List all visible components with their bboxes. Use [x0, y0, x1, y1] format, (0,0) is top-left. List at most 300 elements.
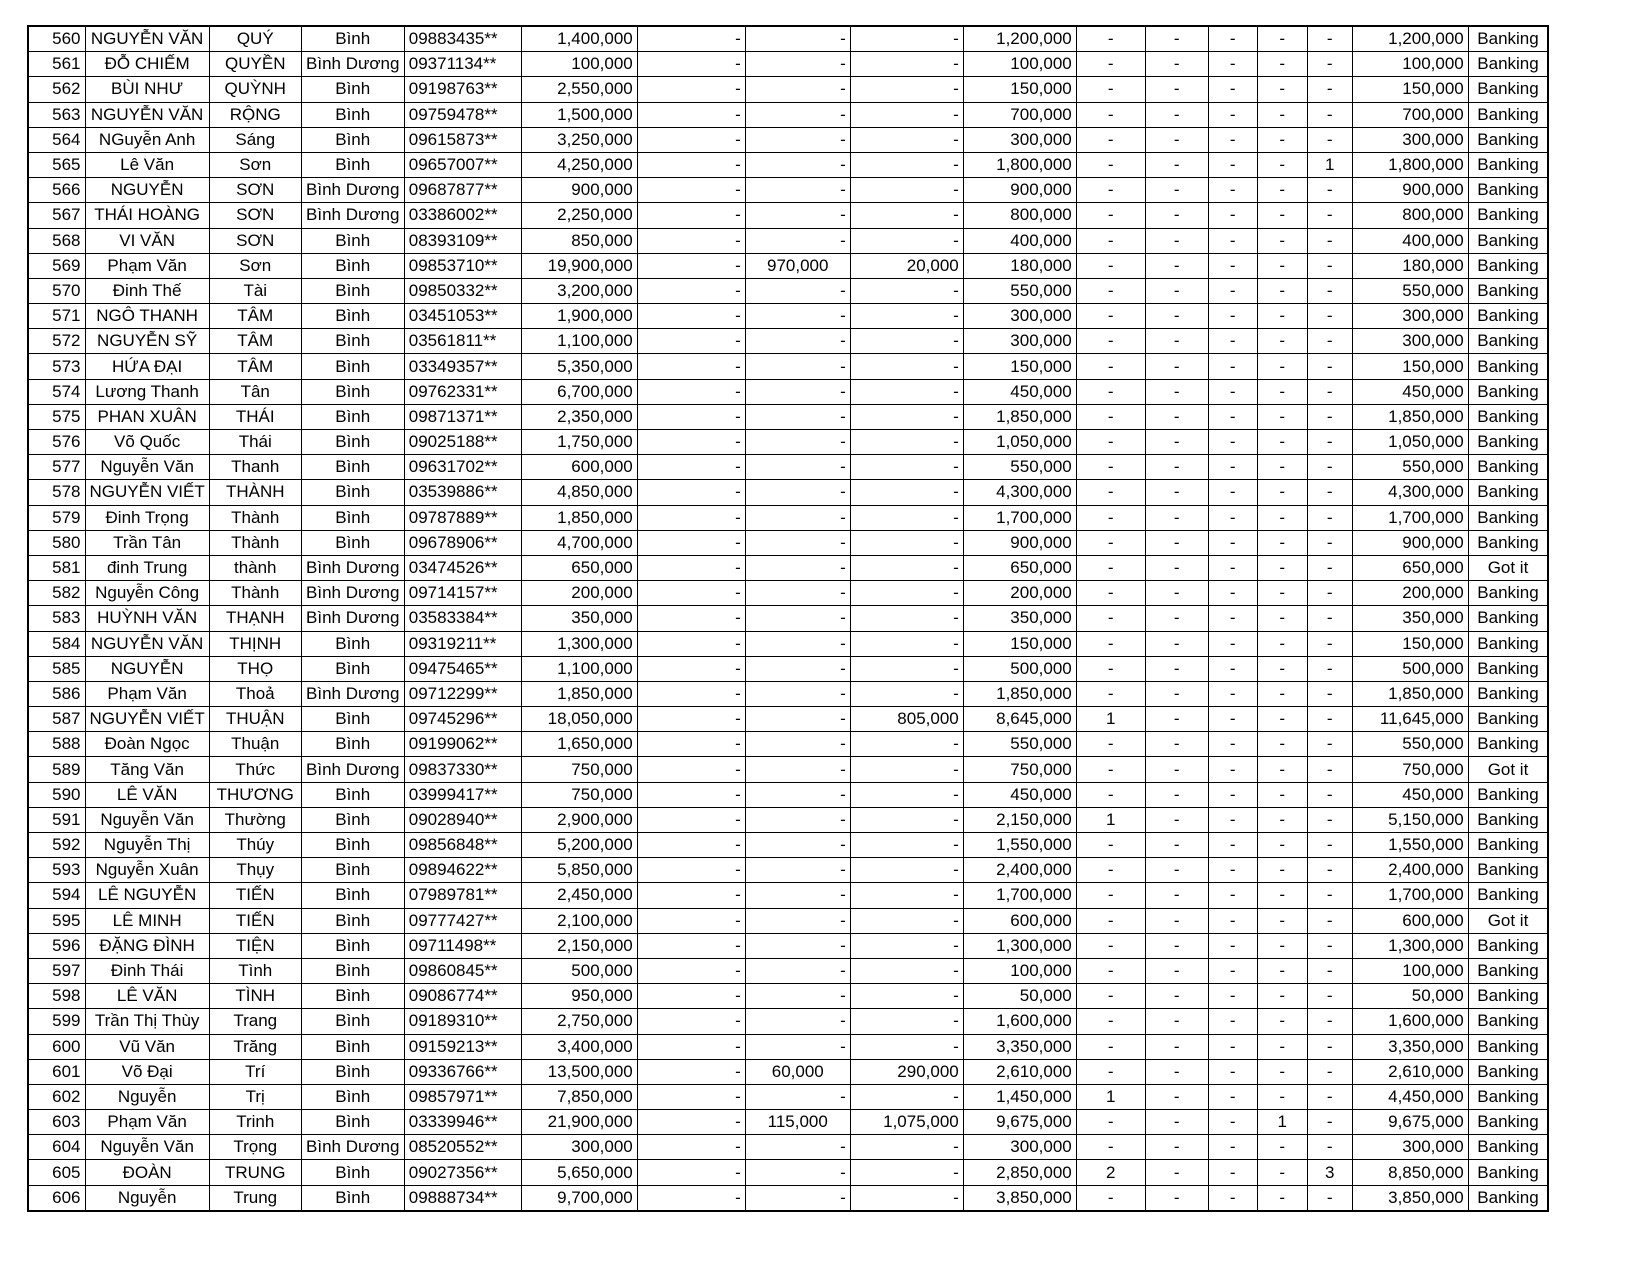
province-cell: Bình — [301, 404, 404, 429]
flag5-cell: - — [1307, 127, 1352, 152]
amount-cell: 1,100,000 — [521, 656, 637, 681]
province-cell: Bình Dương — [301, 203, 404, 228]
surname-cell: PHAN XUÂN — [85, 404, 209, 429]
flag1-cell: - — [1076, 908, 1145, 933]
col-c-cell: - — [850, 304, 963, 329]
phone-cell: 09189310** — [404, 1009, 521, 1034]
flag5-cell: - — [1307, 455, 1352, 480]
amount-cell: 21,900,000 — [521, 1110, 637, 1135]
col-a-cell: - — [637, 127, 745, 152]
col-a-cell: - — [637, 1059, 745, 1084]
amount-cell: 4,700,000 — [521, 530, 637, 555]
flag5-cell: - — [1307, 329, 1352, 354]
col-a-cell: - — [637, 606, 745, 631]
phone-cell: 09028940** — [404, 807, 521, 832]
flag4-cell: - — [1257, 732, 1307, 757]
flag3-cell: - — [1208, 455, 1257, 480]
given-name-cell: THỊNH — [209, 631, 301, 656]
table-row — [28, 883, 1548, 908]
col-a-cell: - — [637, 1160, 745, 1185]
given-name-cell: Trị — [209, 1084, 301, 1109]
paid-cell: 550,000 — [963, 732, 1076, 757]
col-c-cell: - — [850, 1009, 963, 1034]
method-cell: Banking — [1468, 152, 1548, 177]
flag5-cell: 1 — [1307, 152, 1352, 177]
col-a-cell: - — [637, 455, 745, 480]
province-cell: Bình — [301, 707, 404, 732]
flag5-cell: - — [1307, 278, 1352, 303]
method-cell: Banking — [1468, 1059, 1548, 1084]
method-cell: Banking — [1468, 833, 1548, 858]
total-cell: 550,000 — [1352, 278, 1468, 303]
total-cell: 300,000 — [1352, 127, 1468, 152]
amount-cell: 1,300,000 — [521, 631, 637, 656]
row-number: 566 — [28, 178, 85, 203]
phone-cell: 09888734** — [404, 1185, 521, 1211]
flag4-cell: - — [1257, 329, 1307, 354]
given-name-cell: TIỆN — [209, 933, 301, 958]
flag2-cell: - — [1145, 1160, 1208, 1185]
flag2-cell: - — [1145, 228, 1208, 253]
given-name-cell: Trung — [209, 1185, 301, 1211]
row-number: 579 — [28, 505, 85, 530]
col-c-cell: - — [850, 379, 963, 404]
flag1-cell: - — [1076, 883, 1145, 908]
total-cell: 150,000 — [1352, 354, 1468, 379]
col-a-cell: - — [637, 782, 745, 807]
province-cell: Bình — [301, 858, 404, 883]
flag4-cell: - — [1257, 455, 1307, 480]
row-number: 570 — [28, 278, 85, 303]
flag1-cell: - — [1076, 555, 1145, 580]
total-cell: 700,000 — [1352, 102, 1468, 127]
col-c-cell: - — [850, 581, 963, 606]
col-b-cell: - — [745, 52, 850, 77]
total-cell: 400,000 — [1352, 228, 1468, 253]
flag5-cell: - — [1307, 379, 1352, 404]
given-name-cell: TÌNH — [209, 984, 301, 1009]
given-name-cell: Tân — [209, 379, 301, 404]
amount-cell: 4,250,000 — [521, 152, 637, 177]
province-cell: Bình — [301, 807, 404, 832]
col-b-cell: - — [745, 984, 850, 1009]
flag4-cell: - — [1257, 757, 1307, 782]
flag1-cell: - — [1076, 984, 1145, 1009]
table-row — [28, 1084, 1548, 1109]
flag5-cell: - — [1307, 606, 1352, 631]
flag5-cell: - — [1307, 681, 1352, 706]
province-cell: Bình — [301, 782, 404, 807]
surname-cell: Nguyễn Xuân — [85, 858, 209, 883]
col-b-cell: - — [745, 883, 850, 908]
flag4-cell: - — [1257, 1059, 1307, 1084]
col-b-cell: - — [745, 581, 850, 606]
paid-cell: 300,000 — [963, 1135, 1076, 1160]
flag1-cell: 1 — [1076, 807, 1145, 832]
flag3-cell: - — [1208, 203, 1257, 228]
col-c-cell: - — [850, 354, 963, 379]
col-a-cell: - — [637, 278, 745, 303]
method-cell: Banking — [1468, 1110, 1548, 1135]
flag2-cell: - — [1145, 757, 1208, 782]
amount-cell: 350,000 — [521, 606, 637, 631]
flag4-cell: - — [1257, 1009, 1307, 1034]
given-name-cell: SƠN — [209, 178, 301, 203]
flag1-cell: - — [1076, 152, 1145, 177]
total-cell: 450,000 — [1352, 782, 1468, 807]
row-number: 604 — [28, 1135, 85, 1160]
col-c-cell: - — [850, 430, 963, 455]
flag5-cell: - — [1307, 807, 1352, 832]
flag4-cell: - — [1257, 228, 1307, 253]
col-c-cell: - — [850, 480, 963, 505]
col-b-cell: 970,000 — [745, 253, 850, 278]
flag5-cell: - — [1307, 52, 1352, 77]
row-number: 588 — [28, 732, 85, 757]
col-a-cell: - — [637, 304, 745, 329]
col-a-cell: - — [637, 178, 745, 203]
col-a-cell: - — [637, 329, 745, 354]
flag3-cell: - — [1208, 1059, 1257, 1084]
total-cell: 650,000 — [1352, 555, 1468, 580]
method-cell: Banking — [1468, 354, 1548, 379]
flag1-cell: - — [1076, 102, 1145, 127]
flag2-cell: - — [1145, 152, 1208, 177]
amount-cell: 1,500,000 — [521, 102, 637, 127]
col-c-cell: - — [850, 1034, 963, 1059]
province-cell: Bình — [301, 656, 404, 681]
flag2-cell: - — [1145, 883, 1208, 908]
phone-cell: 09615873** — [404, 127, 521, 152]
flag2-cell: - — [1145, 52, 1208, 77]
table-row — [28, 102, 1548, 127]
paid-cell: 150,000 — [963, 77, 1076, 102]
flag4-cell: - — [1257, 555, 1307, 580]
col-b-cell: - — [745, 656, 850, 681]
col-b-cell: - — [745, 127, 850, 152]
phone-cell: 09027356** — [404, 1160, 521, 1185]
row-number: 571 — [28, 304, 85, 329]
table-row — [28, 984, 1548, 1009]
method-cell: Banking — [1468, 253, 1548, 278]
surname-cell: LÊ NGUYỄN — [85, 883, 209, 908]
flag4-cell: - — [1257, 1160, 1307, 1185]
total-cell: 1,850,000 — [1352, 681, 1468, 706]
phone-cell: 09198763** — [404, 77, 521, 102]
given-name-cell: Sơn — [209, 253, 301, 278]
province-cell: Bình — [301, 1084, 404, 1109]
phone-cell: 09837330** — [404, 757, 521, 782]
method-cell: Got it — [1468, 757, 1548, 782]
flag1-cell: - — [1076, 1009, 1145, 1034]
paid-cell: 1,550,000 — [963, 833, 1076, 858]
amount-cell: 3,200,000 — [521, 278, 637, 303]
col-c-cell: - — [850, 77, 963, 102]
surname-cell: ĐẶNG ĐÌNH — [85, 933, 209, 958]
paid-cell: 700,000 — [963, 102, 1076, 127]
method-cell: Banking — [1468, 858, 1548, 883]
col-a-cell: - — [637, 480, 745, 505]
col-b-cell: - — [745, 681, 850, 706]
row-number: 599 — [28, 1009, 85, 1034]
province-cell: Bình — [301, 833, 404, 858]
col-a-cell: - — [637, 581, 745, 606]
phone-cell: 09745296** — [404, 707, 521, 732]
flag2-cell: - — [1145, 102, 1208, 127]
method-cell: Banking — [1468, 958, 1548, 983]
surname-cell: Nguyễn Văn — [85, 455, 209, 480]
col-c-cell: - — [850, 26, 963, 52]
flag2-cell: - — [1145, 379, 1208, 404]
col-c-cell: - — [850, 52, 963, 77]
amount-cell: 4,850,000 — [521, 480, 637, 505]
phone-cell: 09657007** — [404, 152, 521, 177]
col-a-cell: - — [637, 1185, 745, 1211]
method-cell: Banking — [1468, 329, 1548, 354]
province-cell: Bình — [301, 732, 404, 757]
flag5-cell: - — [1307, 656, 1352, 681]
flag1-cell: - — [1076, 933, 1145, 958]
surname-cell: Nguyễn Văn — [85, 1135, 209, 1160]
amount-cell: 3,400,000 — [521, 1034, 637, 1059]
surname-cell: đinh Trung — [85, 555, 209, 580]
flag1-cell: - — [1076, 958, 1145, 983]
col-c-cell: - — [850, 203, 963, 228]
row-number: 564 — [28, 127, 85, 152]
flag4-cell: - — [1257, 77, 1307, 102]
surname-cell: Nguyễn Thị — [85, 833, 209, 858]
total-cell: 1,700,000 — [1352, 505, 1468, 530]
paid-cell: 1,800,000 — [963, 152, 1076, 177]
phone-cell: 09336766** — [404, 1059, 521, 1084]
method-cell: Banking — [1468, 1160, 1548, 1185]
col-a-cell: - — [637, 354, 745, 379]
given-name-cell: Sơn — [209, 152, 301, 177]
flag1-cell: - — [1076, 1059, 1145, 1084]
flag4-cell: - — [1257, 858, 1307, 883]
col-b-cell: - — [745, 329, 850, 354]
table-row — [28, 555, 1548, 580]
surname-cell: NGUYỄN VĂN — [85, 102, 209, 127]
col-c-cell: - — [850, 228, 963, 253]
flag1-cell: - — [1076, 757, 1145, 782]
method-cell: Banking — [1468, 707, 1548, 732]
flag1-cell: 1 — [1076, 707, 1145, 732]
col-c-cell: - — [850, 656, 963, 681]
phone-cell: 03474526** — [404, 555, 521, 580]
col-b-cell: - — [745, 379, 850, 404]
col-a-cell: - — [637, 1110, 745, 1135]
surname-cell: NGUYỄN VIẾT — [85, 480, 209, 505]
flag3-cell: - — [1208, 253, 1257, 278]
paid-cell: 550,000 — [963, 455, 1076, 480]
flag1-cell: - — [1076, 530, 1145, 555]
paid-cell: 650,000 — [963, 555, 1076, 580]
flag5-cell: - — [1307, 26, 1352, 52]
flag2-cell: - — [1145, 933, 1208, 958]
paid-cell: 8,645,000 — [963, 707, 1076, 732]
method-cell: Got it — [1468, 908, 1548, 933]
flag2-cell: - — [1145, 480, 1208, 505]
amount-cell: 19,900,000 — [521, 253, 637, 278]
col-c-cell: - — [850, 102, 963, 127]
total-cell: 4,450,000 — [1352, 1084, 1468, 1109]
total-cell: 300,000 — [1352, 1135, 1468, 1160]
paid-cell: 500,000 — [963, 656, 1076, 681]
flag5-cell: - — [1307, 732, 1352, 757]
col-a-cell: - — [637, 555, 745, 580]
table-row — [28, 430, 1548, 455]
table-row — [28, 958, 1548, 983]
flag5-cell: 3 — [1307, 1160, 1352, 1185]
amount-cell: 900,000 — [521, 178, 637, 203]
amount-cell: 1,750,000 — [521, 430, 637, 455]
flag4-cell: - — [1257, 1034, 1307, 1059]
phone-cell: 08520552** — [404, 1135, 521, 1160]
table-row — [28, 1185, 1548, 1211]
method-cell: Banking — [1468, 883, 1548, 908]
col-b-cell: - — [745, 404, 850, 429]
row-number: 580 — [28, 530, 85, 555]
col-b-cell: - — [745, 555, 850, 580]
paid-cell: 300,000 — [963, 304, 1076, 329]
table-row — [28, 354, 1548, 379]
flag2-cell: - — [1145, 606, 1208, 631]
flag5-cell: - — [1307, 581, 1352, 606]
method-cell: Banking — [1468, 807, 1548, 832]
flag5-cell: - — [1307, 430, 1352, 455]
flag1-cell: - — [1076, 606, 1145, 631]
amount-cell: 9,700,000 — [521, 1185, 637, 1211]
flag1-cell: - — [1076, 732, 1145, 757]
method-cell: Banking — [1468, 77, 1548, 102]
flag1-cell: - — [1076, 304, 1145, 329]
table-row — [28, 1034, 1548, 1059]
col-b-cell: - — [745, 354, 850, 379]
amount-cell: 2,900,000 — [521, 807, 637, 832]
province-cell: Bình — [301, 455, 404, 480]
flag2-cell: - — [1145, 77, 1208, 102]
col-b-cell: - — [745, 1160, 850, 1185]
phone-cell: 09678906** — [404, 530, 521, 555]
flag1-cell: - — [1076, 430, 1145, 455]
col-a-cell: - — [637, 833, 745, 858]
row-number: 575 — [28, 404, 85, 429]
flag4-cell: - — [1257, 1135, 1307, 1160]
table-row — [28, 329, 1548, 354]
given-name-cell: QUYỀN — [209, 52, 301, 77]
given-name-cell: Thường — [209, 807, 301, 832]
paid-cell: 1,850,000 — [963, 681, 1076, 706]
flag5-cell: - — [1307, 228, 1352, 253]
col-a-cell: - — [637, 404, 745, 429]
flag2-cell: - — [1145, 707, 1208, 732]
given-name-cell: Thoả — [209, 681, 301, 706]
col-b-cell: - — [745, 1135, 850, 1160]
flag4-cell: - — [1257, 178, 1307, 203]
flag1-cell: - — [1076, 329, 1145, 354]
col-c-cell: - — [850, 1084, 963, 1109]
total-cell: 800,000 — [1352, 203, 1468, 228]
flag1-cell: - — [1076, 858, 1145, 883]
method-cell: Banking — [1468, 455, 1548, 480]
paid-cell: 450,000 — [963, 782, 1076, 807]
province-cell: Bình — [301, 958, 404, 983]
surname-cell: ĐOÀN — [85, 1160, 209, 1185]
row-number: 567 — [28, 203, 85, 228]
surname-cell: Võ Đại — [85, 1059, 209, 1084]
given-name-cell: Thành — [209, 530, 301, 555]
col-b-cell: - — [745, 707, 850, 732]
flag3-cell: - — [1208, 606, 1257, 631]
flag5-cell: - — [1307, 203, 1352, 228]
method-cell: Banking — [1468, 379, 1548, 404]
flag3-cell: - — [1208, 102, 1257, 127]
method-cell: Banking — [1468, 656, 1548, 681]
phone-cell: 09857971** — [404, 1084, 521, 1109]
paid-cell: 400,000 — [963, 228, 1076, 253]
paid-cell: 1,450,000 — [963, 1084, 1076, 1109]
table-row — [28, 253, 1548, 278]
method-cell: Banking — [1468, 984, 1548, 1009]
flag5-cell: - — [1307, 908, 1352, 933]
flag1-cell: - — [1076, 681, 1145, 706]
flag5-cell: - — [1307, 1185, 1352, 1211]
row-number: 590 — [28, 782, 85, 807]
phone-cell: 09714157** — [404, 581, 521, 606]
col-c-cell: - — [850, 404, 963, 429]
paid-cell: 180,000 — [963, 253, 1076, 278]
flag3-cell: - — [1208, 77, 1257, 102]
table-row — [28, 52, 1548, 77]
flag1-cell: - — [1076, 52, 1145, 77]
province-cell: Bình — [301, 1160, 404, 1185]
col-c-cell: - — [850, 127, 963, 152]
flag2-cell: - — [1145, 430, 1208, 455]
table-row — [28, 732, 1548, 757]
province-cell: Bình Dương — [301, 52, 404, 77]
method-cell: Banking — [1468, 404, 1548, 429]
flag2-cell: - — [1145, 1110, 1208, 1135]
col-a-cell: - — [637, 505, 745, 530]
method-cell: Banking — [1468, 1034, 1548, 1059]
phone-cell: 09631702** — [404, 455, 521, 480]
flag2-cell: - — [1145, 203, 1208, 228]
table-row — [28, 833, 1548, 858]
col-a-cell: - — [637, 102, 745, 127]
province-cell: Bình Dương — [301, 757, 404, 782]
flag3-cell: - — [1208, 505, 1257, 530]
phone-cell: 09475465** — [404, 656, 521, 681]
flag4-cell: - — [1257, 984, 1307, 1009]
flag5-cell: - — [1307, 1009, 1352, 1034]
paid-cell: 4,300,000 — [963, 480, 1076, 505]
given-name-cell: Thụy — [209, 858, 301, 883]
flag4-cell: - — [1257, 253, 1307, 278]
col-c-cell: - — [850, 152, 963, 177]
row-number: 587 — [28, 707, 85, 732]
col-b-cell: - — [745, 732, 850, 757]
total-cell: 3,850,000 — [1352, 1185, 1468, 1211]
method-cell: Banking — [1468, 304, 1548, 329]
amount-cell: 750,000 — [521, 782, 637, 807]
col-c-cell: - — [850, 833, 963, 858]
col-b-cell: - — [745, 304, 850, 329]
province-cell: Bình Dương — [301, 1135, 404, 1160]
phone-cell: 09712299** — [404, 681, 521, 706]
flag3-cell: - — [1208, 1160, 1257, 1185]
method-cell: Banking — [1468, 26, 1548, 52]
